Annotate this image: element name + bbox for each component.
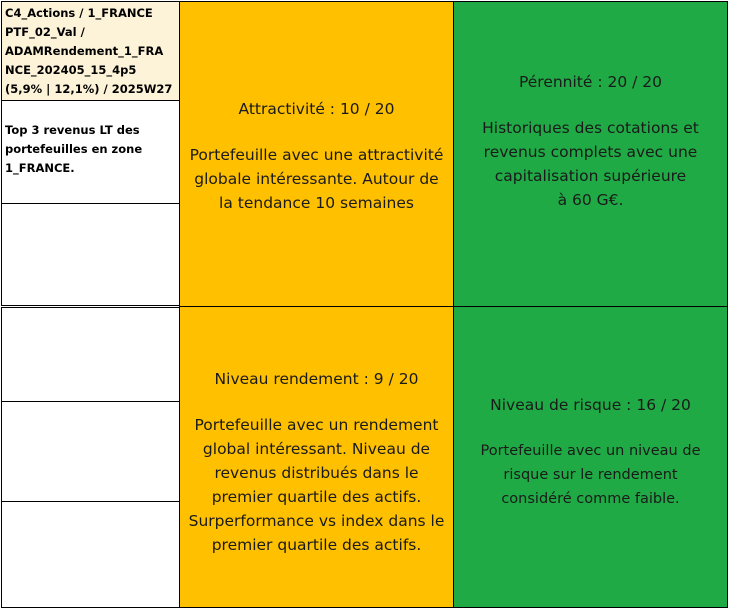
empty-cell: [1, 401, 180, 502]
attractivite-line: Portefeuille avec une attractivité: [189, 146, 444, 164]
risque-line: Portefeuille avec un niveau de: [480, 443, 701, 459]
empty-cell: [1, 307, 180, 402]
perennite-line: à 60 G€.: [557, 191, 624, 209]
perennite-title: Pérennité : 20 / 20: [518, 73, 663, 91]
portfolio-description-cell: [1, 100, 180, 204]
description-line: 1_FRANCE.: [5, 161, 75, 175]
rendement-line: premier quartile des actifs.: [211, 536, 422, 554]
risque-title: Niveau de risque : 16 / 20: [490, 396, 691, 414]
risque-block: [453, 306, 728, 608]
perennite-block: [453, 1, 728, 307]
empty-cell: [1, 203, 180, 306]
rendement-line: Surperformance vs index dans le: [188, 512, 445, 530]
portfolio-header-line: C4_Actions / 1_FRANCE: [5, 6, 153, 20]
perennite-line: revenus complets avec une: [483, 143, 698, 161]
rendement-line: premier quartile des actifs.: [211, 488, 422, 506]
portfolio-header-line: ADAMRendement_1_FRA: [5, 44, 164, 58]
portfolio-header-line: (5,9% | 12,1%) / 2025W27: [5, 82, 173, 96]
rendement-block: [179, 306, 454, 608]
risque-line: risque sur le rendement: [503, 467, 678, 483]
rendement-line: Portefeuille avec un rendement: [194, 416, 439, 434]
attractivite-line: la tendance 10 semaines: [219, 194, 414, 212]
risque-line: considéré comme faible.: [501, 491, 680, 507]
rendement-line: global intéressant. Niveau de: [202, 440, 431, 458]
portfolio-header-line: PTF_02_Val /: [5, 25, 85, 39]
empty-cell: [1, 501, 180, 608]
portfolio-header-line: NCE_202405_15_4p5: [5, 63, 137, 77]
description-line: portefeuilles en zone: [5, 142, 143, 156]
description-line: Top 3 revenus LT des: [5, 123, 140, 137]
attractivite-line: globale intéressante. Autour de: [194, 170, 439, 188]
attractivite-title: Attractivité : 10 / 20: [238, 100, 395, 118]
rendement-line: revenus distribués dans le: [214, 464, 419, 482]
perennite-line: capitalisation supérieure: [494, 167, 687, 185]
portfolio-header-cell: [1, 1, 180, 101]
rendement-title: Niveau rendement : 9 / 20: [214, 370, 419, 388]
attractivite-block: [179, 1, 454, 307]
perennite-line: Historiques des cotations et: [482, 119, 699, 137]
